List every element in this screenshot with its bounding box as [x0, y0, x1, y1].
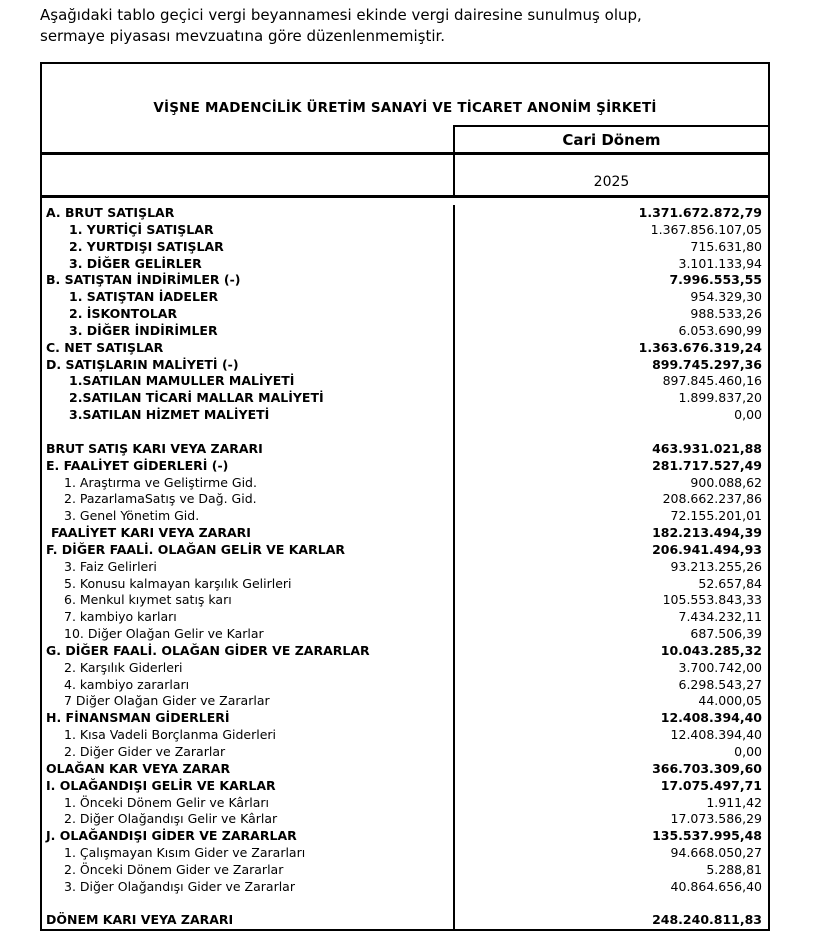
row-value: 988.533,26 [453, 306, 768, 323]
row-value: 954.329,30 [453, 289, 768, 306]
row-label: OLAĞAN KAR VEYA ZARAR [46, 760, 231, 776]
row-value: 687.506,39 [453, 626, 768, 643]
row-label: 1. Önceki Dönem Gelir ve Kârları [64, 794, 269, 810]
row-label: H. FİNANSMAN GİDERLERİ [46, 710, 230, 726]
row-label: 2. PazarlamaSatış ve Dağ. Gid. [64, 491, 257, 507]
row-label: 3. DİĞER GELİRLER [69, 255, 202, 271]
row-value [453, 896, 768, 913]
table-row [42, 340, 768, 357]
row-value: 12.408.394,40 [453, 727, 768, 744]
row-label [42, 424, 453, 441]
row-value: 93.213.255,26 [453, 559, 768, 576]
intro-line-2: sermaye piyasası mevzuatına göre düzenlenmemiştir. [40, 27, 446, 45]
row-label: FAALİYET KARI VEYA ZARARI [51, 525, 251, 541]
income-statement-table [40, 62, 770, 931]
row-label: 3. DİĞER İNDİRİMLER [69, 322, 218, 338]
table-row [42, 879, 768, 896]
row-value: 40.864.656,40 [453, 879, 768, 896]
row-value: 94.668.050,27 [453, 845, 768, 862]
table-row [42, 710, 768, 727]
table-row [42, 609, 768, 626]
row-value: 105.553.843,33 [453, 592, 768, 609]
table-row [42, 828, 768, 845]
row-value: 248.240.811,83 [453, 912, 768, 929]
table-row [42, 323, 768, 340]
table-row [42, 660, 768, 677]
table-row [42, 744, 768, 761]
row-label: 2. YURTDIŞI SATIŞLAR [69, 238, 224, 254]
row-value: 899.745.297,36 [453, 357, 768, 374]
row-label: 1. SATIŞTAN İADELER [69, 289, 219, 305]
table-row [42, 475, 768, 492]
row-value: 1.363.676.319,24 [453, 340, 768, 357]
table-row [42, 811, 768, 828]
row-label: A. BRUT SATIŞLAR [46, 205, 175, 220]
row-label: 2. Diğer Olağandışı Gelir ve Kârlar [64, 811, 278, 827]
row-label: 5. Konusu kalmayan karşılık Gelirleri [64, 575, 292, 591]
table-row [42, 727, 768, 744]
table-row [42, 592, 768, 609]
table-row [42, 508, 768, 525]
table-row [42, 441, 768, 458]
period-year-row [42, 152, 768, 195]
row-value: 52.657,84 [453, 576, 768, 593]
row-label: 7 Diğer Olağan Gider ve Zararlar [64, 693, 270, 709]
table-row [42, 239, 768, 256]
row-value: 0,00 [453, 407, 768, 424]
row-label: 3. Faiz Gelirleri [64, 558, 157, 574]
table-row [42, 896, 768, 913]
table-row [42, 795, 768, 812]
row-value: 206.941.494,93 [453, 542, 768, 559]
row-value: 1.367.856.107,05 [453, 222, 768, 239]
row-label: F. DİĞER FAALİ. OLAĞAN GELİR VE KARLAR [46, 541, 345, 557]
table-row [42, 272, 768, 289]
intro-paragraph [40, 5, 780, 47]
row-value: 366.703.309,60 [453, 761, 768, 778]
row-label: 3. Diğer Olağandışı Gider ve Zararlar [64, 878, 295, 894]
row-label: 2. Önceki Dönem Gider ve Zararlar [64, 861, 284, 877]
table-body [42, 195, 768, 929]
table-row [42, 542, 768, 559]
row-value: 3.101.133,94 [453, 256, 768, 273]
table-row [42, 559, 768, 576]
table-row [42, 862, 768, 879]
row-value: 463.931.021,88 [453, 441, 768, 458]
table-row [42, 845, 768, 862]
row-label: DÖNEM KARI VEYA ZARARI [46, 912, 234, 928]
company-title: VİŞNE MADENCİLİK ÜRETİM SANAYİ VE TİCARET ANONİM ŞİRKETİ [153, 100, 657, 116]
row-label: 3. Genel Yönetim Gid. [64, 508, 200, 524]
row-label: E. FAALİYET GİDERLERİ (-) [46, 457, 229, 473]
row-value: 208.662.237,86 [453, 491, 768, 508]
row-value: 900.088,62 [453, 475, 768, 492]
row-value: 12.408.394,40 [453, 710, 768, 727]
row-label: 2. Diğer Gider ve Zararlar [64, 744, 226, 759]
intro-line-1: Aşağıdaki tablo geçici vergi beyannamesi ekinde vergi dairesine sunulmuş olup, [40, 6, 642, 24]
table-row [42, 357, 768, 374]
row-label: 1. YURTİÇİ SATIŞLAR [69, 221, 214, 237]
row-label: 1. Kısa Vadeli Borçlanma Giderleri [64, 727, 277, 743]
row-value: 182.213.494,39 [453, 525, 768, 542]
table-row [42, 407, 768, 424]
row-value: 44.000,05 [453, 693, 768, 710]
table-row [42, 289, 768, 306]
row-label: 10. Diğer Olağan Gelir ve Karlar [64, 626, 264, 642]
table-row [42, 677, 768, 694]
row-value: 7.996.553,55 [453, 272, 768, 289]
row-label: 2. Karşılık Giderleri [64, 659, 183, 675]
row-value: 0,00 [453, 744, 768, 761]
table-row [42, 306, 768, 323]
row-label: C. NET SATIŞLAR [46, 339, 164, 355]
row-value: 1.911,42 [453, 795, 768, 812]
table-row [42, 778, 768, 795]
row-label: G. DİĞER FAALİ. OLAĞAN GİDER VE ZARARLAR [46, 642, 370, 658]
row-value: 6.298.543,27 [453, 677, 768, 694]
table-row [42, 390, 768, 407]
row-value: 715.631,80 [453, 239, 768, 256]
row-label: 1. Çalışmayan Kısım Gider ve Zararları [64, 845, 306, 861]
row-label [42, 896, 453, 913]
row-label: 3.SATILAN HİZMET MALİYETİ [69, 407, 270, 423]
row-value: 10.043.285,32 [453, 643, 768, 660]
table-row [42, 693, 768, 710]
row-label: 6. Menkul kıymet satış karı [64, 592, 232, 608]
period-header-label: Cari Dönem [453, 125, 768, 152]
table-row [42, 458, 768, 475]
table-row [42, 491, 768, 508]
table-row [42, 424, 768, 441]
row-label: 2.SATILAN TİCARİ MALLAR MALİYETİ [69, 390, 324, 406]
table-row [42, 525, 768, 542]
table-row [42, 626, 768, 643]
row-value: 135.537.995,48 [453, 828, 768, 845]
row-label: D. SATIŞLARIN MALİYETİ (-) [46, 356, 239, 372]
table-row [42, 576, 768, 593]
row-value: 17.073.586,29 [453, 811, 768, 828]
row-value [453, 424, 768, 441]
row-value: 6.053.690,99 [453, 323, 768, 340]
table-row [42, 373, 768, 390]
row-value: 1.371.672.872,79 [453, 205, 768, 222]
row-label: BRUT SATIŞ KARI VEYA ZARARI [46, 440, 263, 456]
row-value: 281.717.527,49 [453, 458, 768, 475]
row-label: J. OLAĞANDIŞI GİDER VE ZARARLAR [46, 828, 297, 844]
row-label: I. OLAĞANDIŞI GELİR VE KARLAR [46, 777, 276, 793]
row-value: 3.700.742,00 [453, 660, 768, 677]
table-row [42, 205, 768, 222]
table-row [42, 256, 768, 273]
table-row [42, 912, 768, 929]
period-year-spacer [42, 155, 453, 195]
row-label: 4. kambiyo zararları [64, 676, 190, 692]
table-row [42, 761, 768, 778]
row-value: 17.075.497,71 [453, 778, 768, 795]
period-header-spacer [42, 125, 453, 152]
row-value: 5.288,81 [453, 862, 768, 879]
table-row [42, 643, 768, 660]
row-value: 72.155.201,01 [453, 508, 768, 525]
row-value: 1.899.837,20 [453, 390, 768, 407]
table-row [42, 222, 768, 239]
row-label: 1. Araştırma ve Geliştirme Gid. [64, 474, 257, 490]
row-label: B. SATIŞTAN İNDİRİMLER (-) [46, 272, 241, 288]
row-label: 1.SATILAN MAMULLER MALİYETİ [69, 373, 295, 389]
row-label: 7. kambiyo karları [64, 609, 177, 625]
period-header-row [42, 125, 768, 152]
row-value: 7.434.232,11 [453, 609, 768, 626]
row-value: 897.845.460,16 [453, 373, 768, 390]
row-label: 2. İSKONTOLAR [69, 306, 178, 322]
period-year-value: 2025 [453, 155, 768, 195]
